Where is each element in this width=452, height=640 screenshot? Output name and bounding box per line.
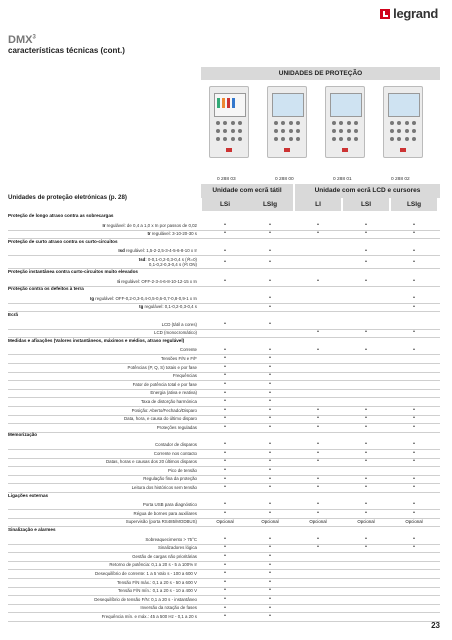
available-bullet: •	[413, 221, 415, 228]
available-bullet: •	[317, 415, 319, 422]
available-bullet: •	[224, 501, 226, 508]
available-bullet: •	[224, 535, 226, 542]
feature-label	[124, 416, 197, 421]
available-bullet: •	[224, 355, 226, 362]
feature-label	[154, 451, 197, 456]
available-bullet: •	[269, 221, 271, 228]
feature-text: Tensão F/N mín.: 0,1 a 20 s - 10 a 400 V	[117, 588, 197, 594]
available-bullet: •	[365, 535, 367, 542]
available-bullet: •	[317, 346, 319, 353]
available-bullet: •	[365, 406, 367, 413]
feature-label	[180, 347, 197, 352]
available-bullet: •	[269, 303, 271, 310]
legrand-logo	[380, 6, 438, 21]
feature-text: Corrente	[179, 347, 197, 353]
available-bullet: •	[317, 510, 319, 517]
feature-text: Desequilíbrio de tensão F/N: 0,1 a 20 s - instantâneo	[94, 596, 197, 602]
feature-text: Porta USB para diagnóstico	[142, 502, 197, 508]
group-header-tactile: Unidade com ecrã tátil	[201, 184, 293, 198]
available-bullet: •	[365, 258, 367, 265]
available-bullet: •	[365, 501, 367, 508]
available-bullet: •	[269, 247, 271, 254]
feature-label	[117, 580, 197, 585]
available-bullet: •	[269, 604, 271, 611]
available-bullet: •	[224, 561, 226, 568]
available-bullet: •	[269, 424, 271, 431]
available-bullet: •	[224, 570, 226, 577]
available-bullet: •	[413, 415, 415, 422]
available-bullet: •	[365, 277, 367, 284]
available-bullet: •	[365, 510, 367, 517]
section-title: Medidas e afixações (Valores instantâneos, máximos e médios, atraso regulável)	[8, 337, 185, 343]
feature-text: Sobreaquecimento > 75°C	[145, 536, 197, 542]
available-bullet: •	[413, 449, 415, 456]
available-bullet: •	[269, 570, 271, 577]
feature-text: regulável: 3-10-20-30 s	[150, 231, 197, 237]
feature-symbol: Ig	[90, 295, 95, 301]
feature-label	[132, 554, 197, 559]
available-bullet: •	[224, 277, 226, 284]
feature-label	[162, 322, 197, 327]
feature-label	[95, 571, 197, 576]
section-title: Proteção de longo atraso contra as sobrecargas	[8, 213, 114, 218]
feature-text: Fator de potência total e por fase	[132, 381, 197, 387]
available-bullet: •	[269, 320, 271, 327]
available-bullet: •	[365, 449, 367, 456]
section-title: Sinalização e alarmes	[8, 527, 56, 532]
feature-label	[106, 459, 197, 464]
feature-symbol: Ii	[117, 278, 120, 284]
available-bullet: •	[269, 346, 271, 353]
feature-label	[118, 588, 197, 593]
available-bullet: •	[269, 415, 271, 422]
section-title: Proteção de curto atraso contra os curto-circuitos	[8, 238, 118, 244]
section-title: Memorização	[8, 432, 38, 438]
feature-text: regulável: OFF-0,2-0,3-0,4-0,5-0,6-0,7-0,8-0,9-1 x In	[94, 295, 197, 301]
feature-text: Frequências	[172, 373, 197, 379]
available-bullet: •	[365, 544, 367, 551]
available-bullet: •	[317, 501, 319, 508]
protection-unit-image	[209, 86, 249, 158]
available-bullet: •	[269, 561, 271, 568]
optional-cell: Opcional	[216, 518, 234, 524]
available-bullet: •	[269, 406, 271, 413]
available-bullet: •	[224, 510, 226, 517]
feature-label	[126, 519, 197, 524]
available-bullet: •	[317, 329, 319, 336]
feature-symbol: Isd	[118, 248, 125, 254]
available-bullet: •	[224, 441, 226, 448]
available-bullet: •	[269, 587, 271, 594]
protection-units-header: UNIDADES DE PROTEÇÃO	[201, 67, 440, 80]
available-bullet: •	[269, 544, 271, 551]
brand-name: legrand	[393, 6, 438, 21]
feature-label	[150, 390, 197, 395]
available-bullet: •	[365, 221, 367, 228]
feature-label	[143, 502, 197, 507]
section-heading	[8, 213, 440, 218]
feature-text: Potências (P, Q, S) totais e por fase	[127, 364, 197, 370]
column-header: LSIg	[247, 198, 293, 211]
page-title	[8, 34, 36, 46]
available-bullet: •	[269, 510, 271, 517]
available-bullet: •	[224, 484, 226, 491]
available-bullet: •	[224, 587, 226, 594]
available-bullet: •	[224, 230, 226, 237]
section-title: Ligações externas	[8, 492, 49, 498]
available-bullet: •	[269, 501, 271, 508]
feature-label	[140, 605, 197, 610]
legrand-logo-mark	[380, 9, 390, 19]
available-bullet: •	[224, 221, 226, 228]
available-bullet: •	[317, 458, 319, 465]
feature-label	[102, 614, 197, 619]
available-bullet: •	[224, 458, 226, 465]
feature-text: Proteções reguladas	[156, 424, 197, 430]
feature-label	[168, 468, 197, 473]
available-bullet: •	[269, 258, 271, 265]
row-divider	[8, 255, 440, 256]
feature-label	[139, 257, 197, 267]
feature-symbol: tr	[147, 231, 151, 237]
available-bullet: •	[317, 230, 319, 237]
available-bullet: •	[224, 449, 226, 456]
section-title: Ecrã	[8, 312, 18, 317]
feature-text: : 0-0,1-0,2-0,3-0,4 s (I²t=0)	[145, 257, 197, 262]
available-bullet: •	[317, 535, 319, 542]
feature-text: Taxa de distorção harmónica	[140, 399, 197, 404]
available-bullet: •	[224, 398, 226, 405]
available-bullet: •	[317, 449, 319, 456]
row-divider	[8, 621, 440, 622]
available-bullet: •	[224, 604, 226, 611]
feature-label	[139, 304, 197, 309]
available-bullet: •	[224, 544, 226, 551]
table-left-header: Unidades de proteção eletrónicas (p. 28)	[8, 194, 127, 201]
product-images	[201, 82, 440, 182]
available-bullet: •	[269, 475, 271, 482]
available-bullet: •	[365, 230, 367, 237]
group-header-lcd: Unidade com ecrã LCD e cursores	[295, 184, 440, 198]
title-main: DMX	[8, 34, 33, 46]
available-bullet: •	[365, 329, 367, 336]
feature-text: Gestão de cargas não prioritárias	[132, 553, 197, 559]
feature-text: Leitura dos históricos sem tensão	[131, 485, 197, 490]
feature-label	[145, 537, 197, 542]
optional-cell: Opcional	[261, 518, 279, 524]
unit-screen	[388, 93, 420, 117]
available-bullet: •	[317, 484, 319, 491]
available-bullet: •	[224, 258, 226, 265]
available-bullet: •	[365, 247, 367, 254]
available-bullet: •	[317, 221, 319, 228]
feature-label	[143, 476, 197, 481]
product-reference: 0 288 02	[391, 177, 410, 182]
available-bullet: •	[317, 277, 319, 284]
feature-label	[155, 442, 197, 447]
available-bullet: •	[269, 277, 271, 284]
feature-text: Datas, horas e causas dos 20 últimos disparos	[105, 459, 197, 465]
available-bullet: •	[413, 258, 415, 265]
page-subtitle: características técnicas (cont.)	[8, 46, 125, 55]
available-bullet: •	[413, 458, 415, 465]
available-bullet: •	[413, 295, 415, 302]
feature-label	[94, 597, 197, 602]
available-bullet: •	[317, 475, 319, 482]
feature-text-secondary: 0,1-0,2-0,3-0,4 s (I²t ON)	[148, 262, 197, 267]
section-title: Proteção instantânea contra curto-circuitos muito elevados	[8, 269, 138, 274]
feature-text: Tensão F/N máx.: 0,1 a 20 s - 50 a 600 V	[116, 579, 197, 585]
available-bullet: •	[413, 441, 415, 448]
available-bullet: •	[224, 346, 226, 353]
available-bullet: •	[224, 613, 226, 620]
feature-text: regulável: OFF-2-3-4-6-8-10-12-15 x In	[119, 278, 197, 284]
feature-label	[161, 356, 197, 361]
feature-symbol: tsd	[138, 257, 146, 262]
section-heading	[8, 286, 440, 291]
available-bullet: •	[269, 458, 271, 465]
feature-label	[147, 231, 197, 236]
available-bullet: •	[269, 355, 271, 362]
available-bullet: •	[269, 441, 271, 448]
feature-label	[134, 511, 197, 516]
available-bullet: •	[413, 346, 415, 353]
available-bullet: •	[413, 544, 415, 551]
available-bullet: •	[317, 424, 319, 431]
feature-label	[154, 330, 197, 335]
available-bullet: •	[269, 449, 271, 456]
available-bullet: •	[224, 467, 226, 474]
section-heading	[8, 269, 440, 274]
feature-label	[118, 248, 197, 253]
available-bullet: •	[413, 329, 415, 336]
available-bullet: •	[317, 544, 319, 551]
available-bullet: •	[413, 424, 415, 431]
available-bullet: •	[224, 596, 226, 603]
feature-text: Régua de bornes para auxiliares	[133, 510, 197, 516]
protection-unit-image	[325, 86, 365, 158]
feature-text: Desequilíbrio de corrente: 1 a 5 Valo s - 100 a 600 V	[95, 571, 197, 576]
feature-text: Posição: Aberto/Fechado/Disparo	[131, 407, 197, 413]
product-reference: 0 288 01	[333, 177, 352, 182]
column-header: LSi	[202, 198, 248, 211]
row-divider	[8, 303, 440, 304]
feature-text: Inversão da rotação de fases	[140, 605, 197, 611]
feature-text: regulável: de 0,4 a 1,0 x In por passos de 0,02	[105, 222, 197, 228]
title-superscript: 3	[32, 34, 36, 41]
available-bullet: •	[224, 247, 226, 254]
available-bullet: •	[365, 346, 367, 353]
optional-cell: Opcional	[357, 518, 375, 524]
available-bullet: •	[365, 484, 367, 491]
protection-unit-image	[267, 86, 307, 158]
section-heading	[8, 239, 440, 244]
available-bullet: •	[413, 303, 415, 310]
available-bullet: •	[224, 553, 226, 560]
feature-text: LCD (tátil a cores)	[161, 321, 197, 327]
available-bullet: •	[269, 613, 271, 620]
available-bullet: •	[413, 475, 415, 482]
available-bullet: •	[413, 230, 415, 237]
feature-text: Regulação fina da proteção	[143, 476, 197, 482]
protection-unit-image	[383, 86, 423, 158]
available-bullet: •	[413, 277, 415, 284]
available-bullet: •	[269, 372, 271, 379]
available-bullet: •	[269, 389, 271, 396]
feature-label	[141, 399, 197, 404]
available-bullet: •	[269, 381, 271, 388]
available-bullet: •	[413, 484, 415, 491]
available-bullet: •	[413, 501, 415, 508]
available-bullet: •	[269, 535, 271, 542]
available-bullet: •	[269, 295, 271, 302]
feature-label	[158, 545, 197, 550]
optional-cell: Opcional	[405, 518, 423, 524]
feature-text: regulável: 1,5-2-2,5-3-4-5-6-8-10 x Ir	[124, 248, 197, 254]
feature-text: Tensões F/N e F/F	[160, 356, 197, 361]
available-bullet: •	[224, 415, 226, 422]
page-number: 23	[431, 621, 440, 630]
available-bullet: •	[413, 247, 415, 254]
available-bullet: •	[269, 467, 271, 474]
feature-label	[109, 562, 197, 567]
section-title: Proteção contra os defeitos à terra	[8, 286, 84, 292]
feature-text: Energia (ativa e reativa)	[150, 390, 197, 396]
available-bullet: •	[224, 578, 226, 585]
section-heading	[8, 493, 440, 498]
feature-text: Supervisão (porta RS485/MODBUS)	[125, 519, 197, 525]
column-header: LSIg	[391, 198, 437, 211]
available-bullet: •	[224, 389, 226, 396]
section-heading	[8, 432, 440, 437]
available-bullet: •	[224, 320, 226, 327]
feature-text: Frequência mín. e máx.: 45 a 500 Hz - 0,1 a 20 s	[101, 614, 197, 619]
feature-label	[117, 279, 197, 284]
feature-label	[132, 485, 197, 490]
available-bullet: •	[269, 553, 271, 560]
unit-screen	[330, 93, 362, 117]
available-bullet: •	[365, 415, 367, 422]
available-bullet: •	[269, 363, 271, 370]
available-bullet: •	[317, 406, 319, 413]
feature-text: Retorno de potência: 0,1 a 20 s - 5 a 100% Ir	[109, 562, 197, 568]
unit-screen	[272, 93, 304, 117]
available-bullet: •	[317, 441, 319, 448]
available-bullet: •	[224, 381, 226, 388]
feature-text: Corrente nos contacto	[153, 450, 197, 456]
product-reference: 0 288 03	[217, 177, 236, 182]
optional-cell: Opcional	[309, 518, 327, 524]
feature-label	[90, 296, 197, 301]
feature-label	[133, 382, 197, 387]
feature-label	[103, 223, 197, 228]
feature-label	[128, 365, 197, 370]
column-header: LSI	[343, 198, 389, 211]
available-bullet: •	[413, 406, 415, 413]
available-bullet: •	[365, 424, 367, 431]
available-bullet: •	[365, 458, 367, 465]
available-bullet: •	[224, 372, 226, 379]
available-bullet: •	[269, 484, 271, 491]
available-bullet: •	[365, 441, 367, 448]
available-bullet: •	[224, 406, 226, 413]
available-bullet: •	[269, 230, 271, 237]
available-bullet: •	[224, 363, 226, 370]
feature-text: Pico de tensão	[167, 467, 197, 473]
available-bullet: •	[269, 398, 271, 405]
feature-text: Sinalizadores lógica	[157, 545, 197, 551]
section-heading	[8, 338, 440, 343]
available-bullet: •	[413, 510, 415, 517]
available-bullet: •	[224, 424, 226, 431]
feature-text: Contador de disparos	[155, 442, 197, 447]
available-bullet: •	[224, 475, 226, 482]
feature-symbol: tg	[139, 304, 144, 310]
section-heading	[8, 312, 440, 317]
feature-symbol: Ir	[102, 222, 106, 228]
feature-label	[157, 425, 197, 430]
available-bullet: •	[269, 578, 271, 585]
feature-text: Data, hora, e causa do último disparo	[124, 416, 197, 422]
column-header: LI	[295, 198, 341, 211]
section-heading	[8, 527, 440, 532]
available-bullet: •	[365, 475, 367, 482]
feature-label	[173, 373, 197, 378]
product-reference: 0 288 00	[275, 177, 294, 182]
feature-text: regulável: 0,1-0,2-0,3-0,4 s	[143, 304, 197, 310]
feature-text: LCD (monocromático)	[154, 330, 197, 336]
available-bullet: •	[269, 596, 271, 603]
available-bullet: •	[413, 535, 415, 542]
feature-label	[132, 408, 197, 413]
